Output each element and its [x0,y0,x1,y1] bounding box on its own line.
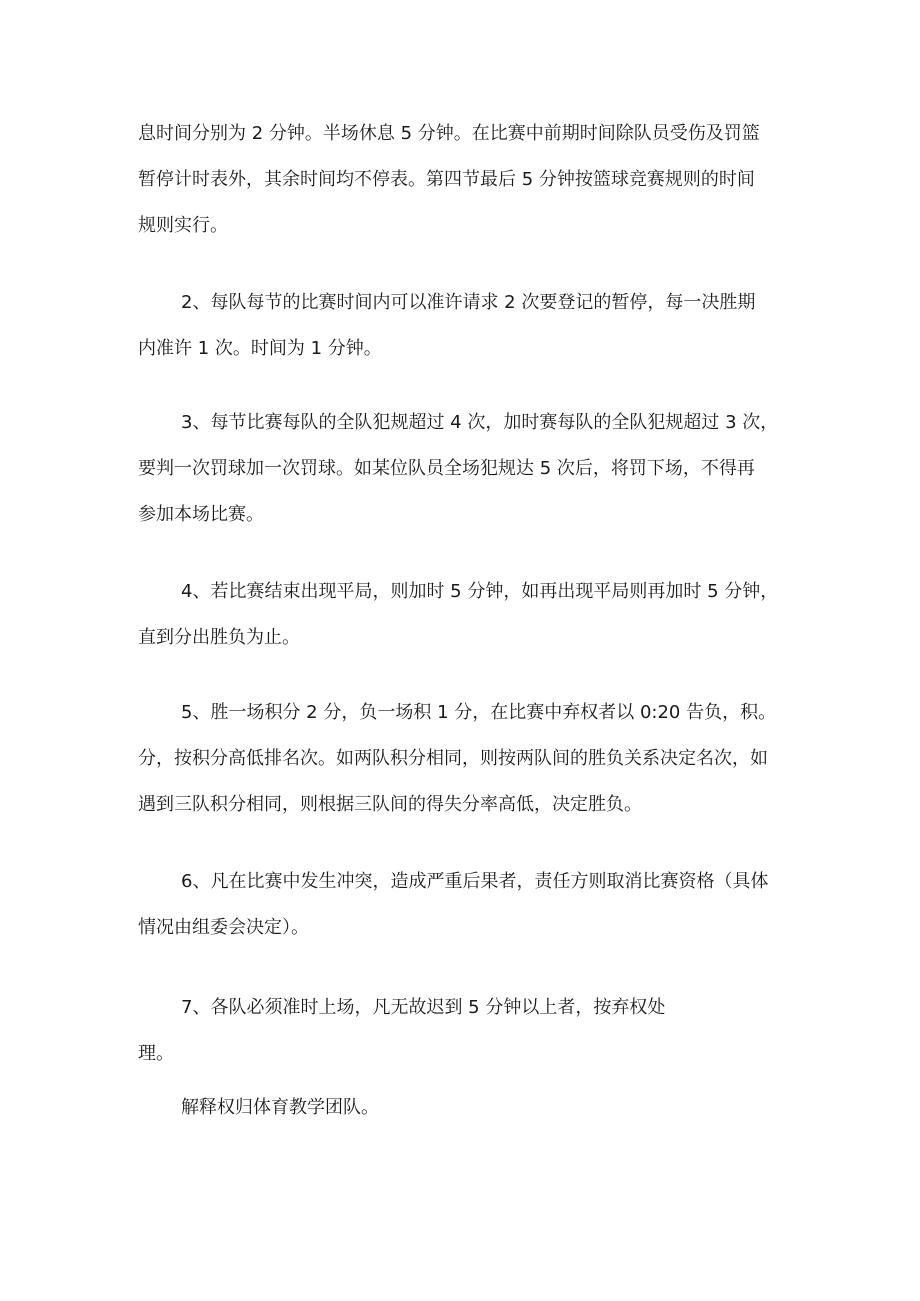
paragraph-line: 理。 [138,1043,174,1064]
paragraph-line: 要判一次罚球加一次罚球。如某位队员全场犯规达 5 次后，将罚下场，不得再 [138,458,755,479]
paragraph-line: 暂停计时表外，其余时间均不停表。第四节最后 5 分钟按篮球竞赛规则的时间 [138,169,755,190]
paragraph-line: 5、胜一场积分 2 分，负一场积 1 分，在比赛中弃权者以 0:20 告负，积。 [181,702,777,723]
paragraph-timing-continued [138,111,788,249]
paragraph-line: 7、各队必须准时上场，凡无故迟到 5 分钟以上者，按弃权处 [181,997,666,1018]
paragraph-line: 规则实行。 [138,215,228,236]
paragraph-line: 内准许 1 次。时间为 1 分钟。 [138,338,382,359]
interpretation-note [138,1085,788,1131]
rule-2-paragraph [138,280,788,372]
paragraph-line: 2、每队每节的比赛时间内可以准许请求 2 次要登记的暂停，每一决胜期 [181,292,756,313]
paragraph-line: 遇到三队积分相同，则根据三队间的得失分率高低，决定胜负。 [138,794,642,815]
paragraph-line: 参加本场比赛。 [138,504,264,525]
paragraph-line: 情况由组委会决定）。 [138,917,309,938]
rule-6-paragraph [138,859,788,951]
paragraph-line: 6、凡在比赛中发生冲突，造成严重后果者，责任方则取消比赛资格（具体 [181,871,769,892]
rule-3-paragraph [138,400,788,538]
paragraph-line: 4、若比赛结束出现平局，则加时 5 分钟，如再出现平局则再加时 5 分钟， [181,581,779,602]
paragraph-line: 直到分出胜负为止。 [138,627,300,648]
paragraph-line: 分，按积分高低排名次。如两队积分相同，则按两队间的胜负关系决定名次，如 [138,748,768,769]
rule-5-paragraph [138,690,788,828]
rule-7-paragraph [138,985,788,1077]
paragraph-line: 息时间分别为 2 分钟。半场休息 5 分钟。在比赛中前期时间除队员受伤及罚篮 [138,123,760,144]
paragraph-line: 解释权归体育教学团队。 [181,1097,379,1118]
paragraph-line: 3、每节比赛每队的全队犯规超过 4 次，加时赛每队的全队犯规超过 3 次， [181,412,779,433]
rule-4-paragraph [138,569,788,661]
